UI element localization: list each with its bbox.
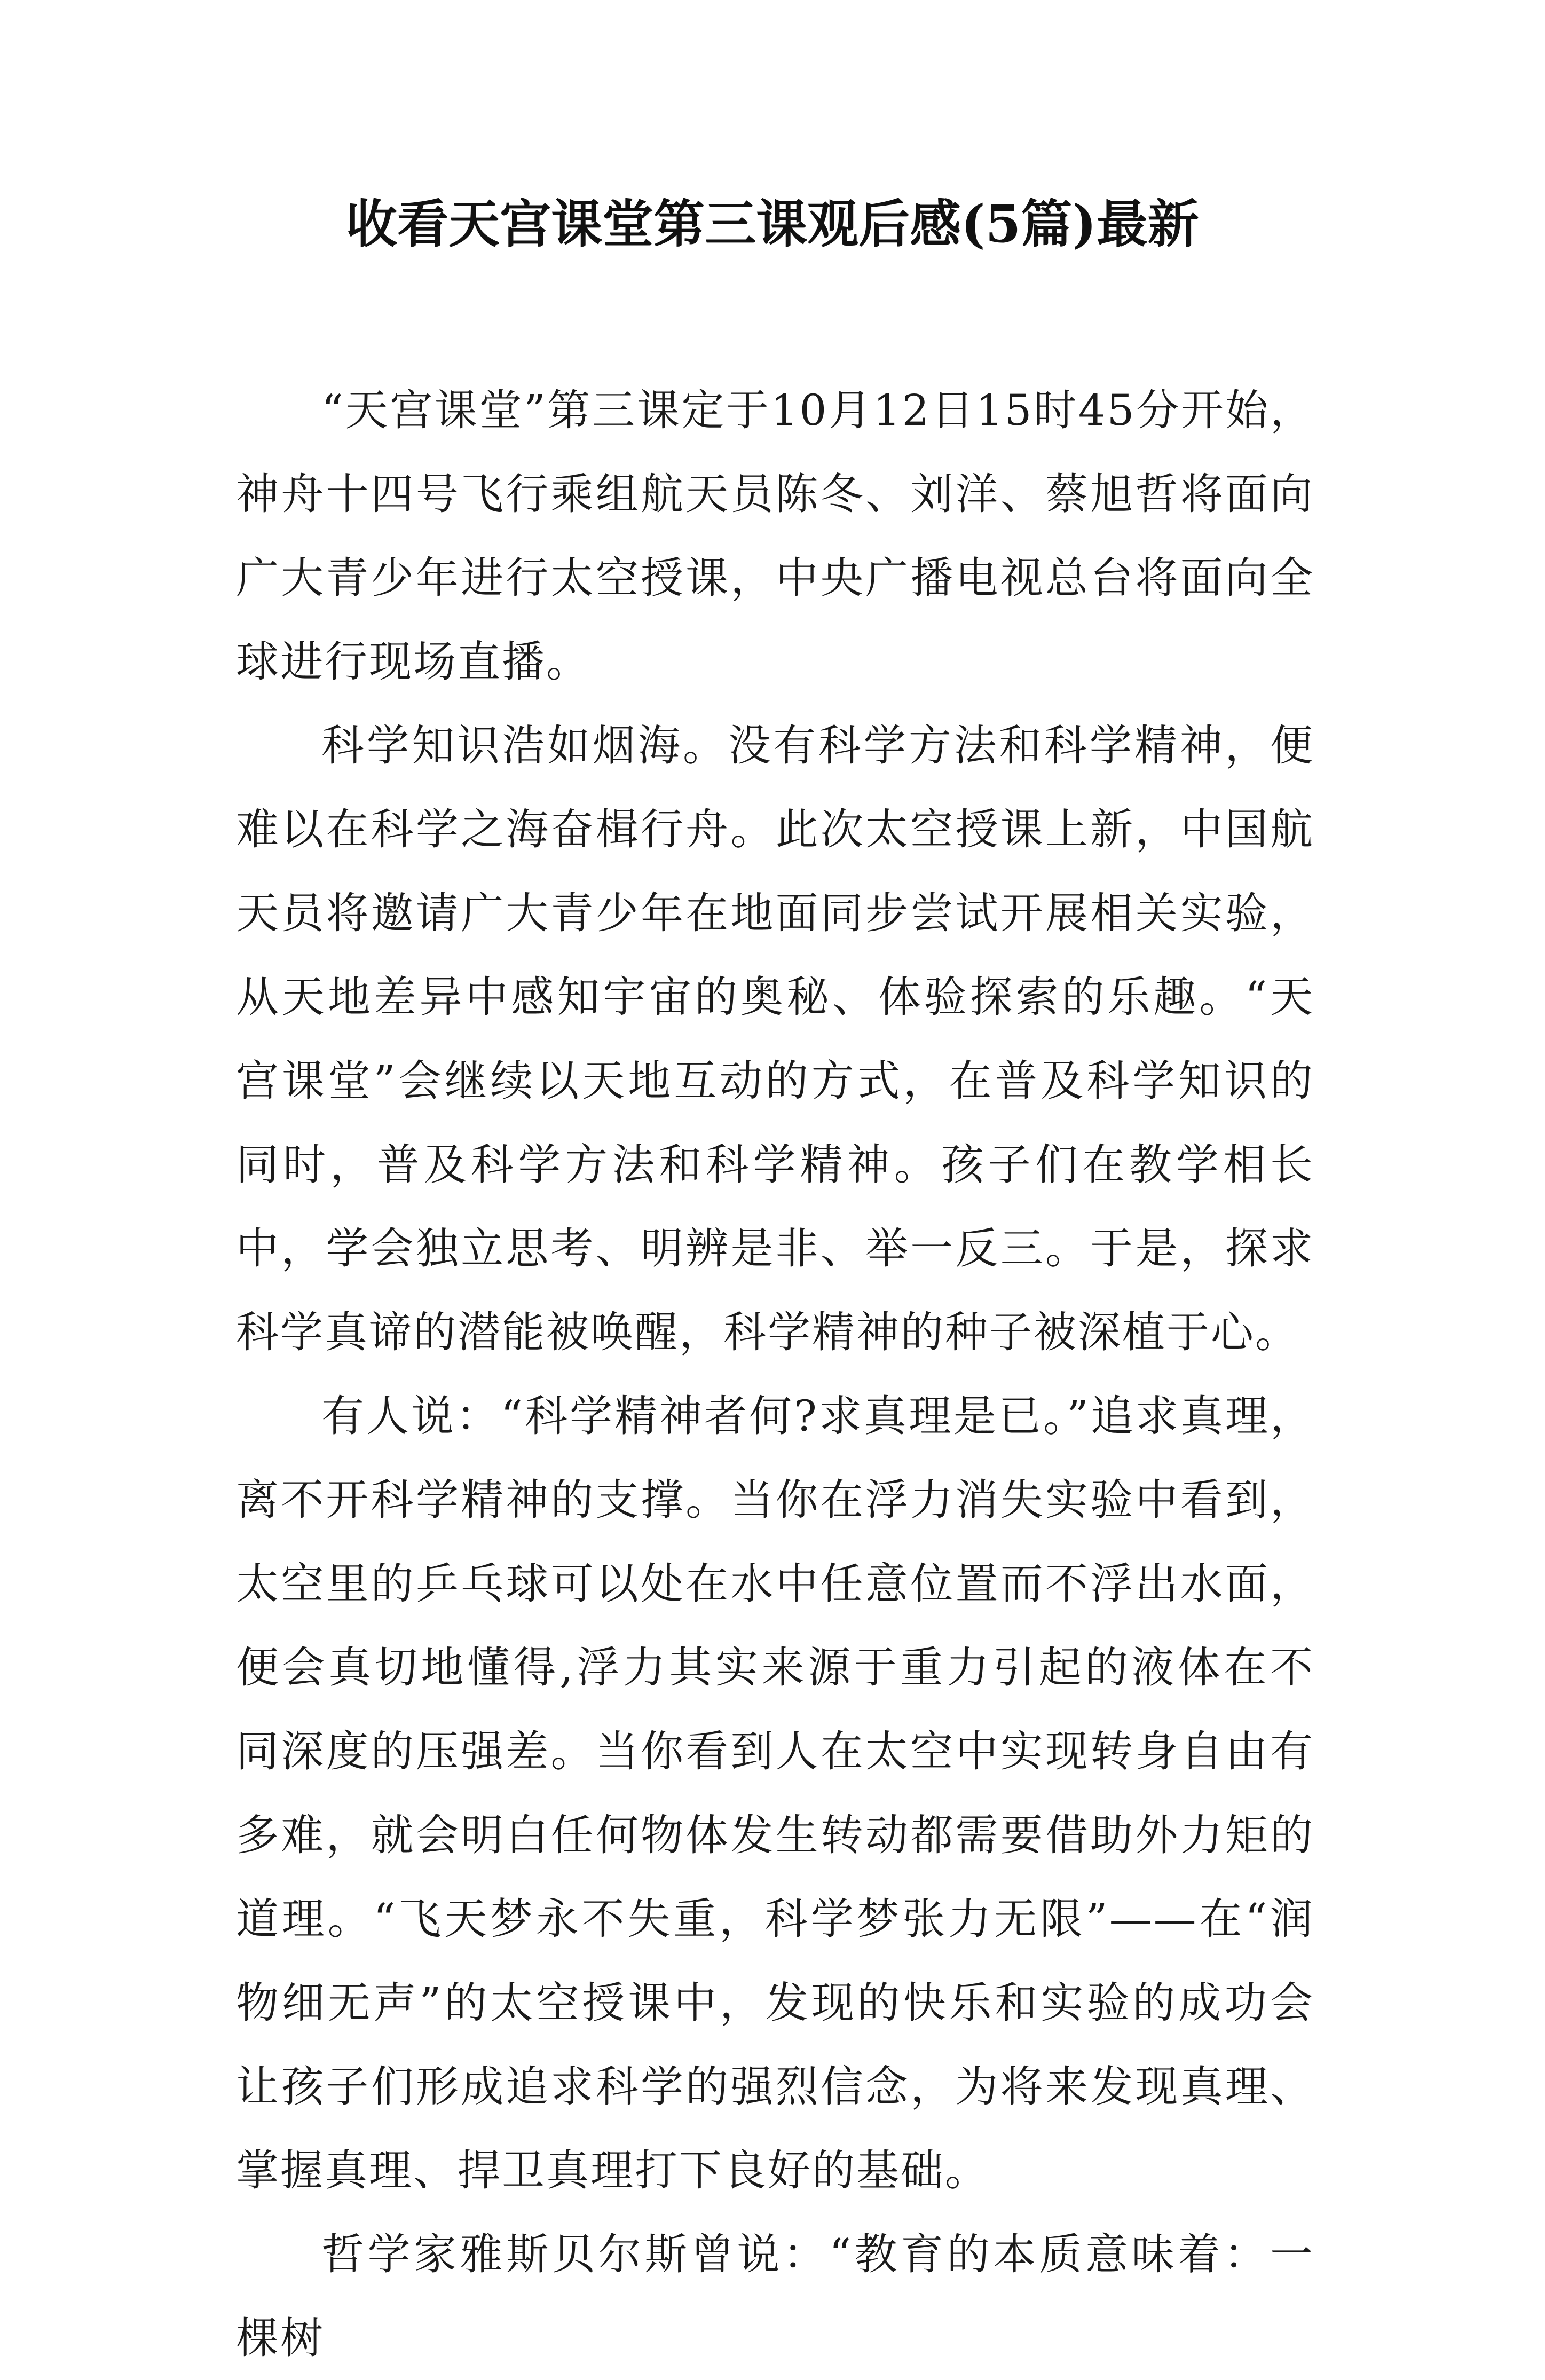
paragraph-2: 科学知识浩如烟海。没有科学方法和科学精神，便难以在科学之海奋楫行舟。此次太空授课上新，中国航天员将邀请广大青少年在地面同步尝试开展相关实验，从天地差异中感知宇宙的奥秘、体验探索的乐趣。“天宫课堂”会继续以天地互动的方式，在普及科学知识的同时，普及科学方法和科学精神。孩子们在教学相长中，学会独立思考、明辨是非、举一反三。于是，探求科学真谛的潜能被唤醒，科学精神的种子被深植于心。 [236,721,1314,1357]
document-body [236,368,1314,2380]
paragraph-3: 有人说：“科学精神者何?求真理是已。”追求真理，离不开科学精神的支撑。当你在浮力消失实验中看到，太空里的乒乓球可以处在水中任意位置而不浮出水面，便会真切地懂得,浮力其实来源于重力引起的液体在不同深度的压强差。当你看到人在太空中实现转身自由有多难，就会明白任何物体发生转动都需要借助外力矩的道理。“飞天梦永不失重，科学梦张力无限”——在“润物细无声”的太空授课中，发现的快乐和实验的成功会让孩子们形成追求科学的强烈信念，为将来发现真理、掌握真理、捍卫真理打下良好的基础。 [236,1391,1314,2195]
paragraph-1: “天宫课堂”第三课定于10月12日15时45分开始，神舟十四号飞行乘组航天员陈冬、刘洋、蔡旭哲将面向广大青少年进行太空授课，中央广播电视总台将面向全球进行现场直播。 [236,385,1314,687]
document-title: 收看天宫课堂第三课观后感(5篇)最新 [346,194,1199,254]
paragraph-4: 哲学家雅斯贝尔斯曾说：“教育的本质意味着：一棵树 [236,2229,1314,2363]
